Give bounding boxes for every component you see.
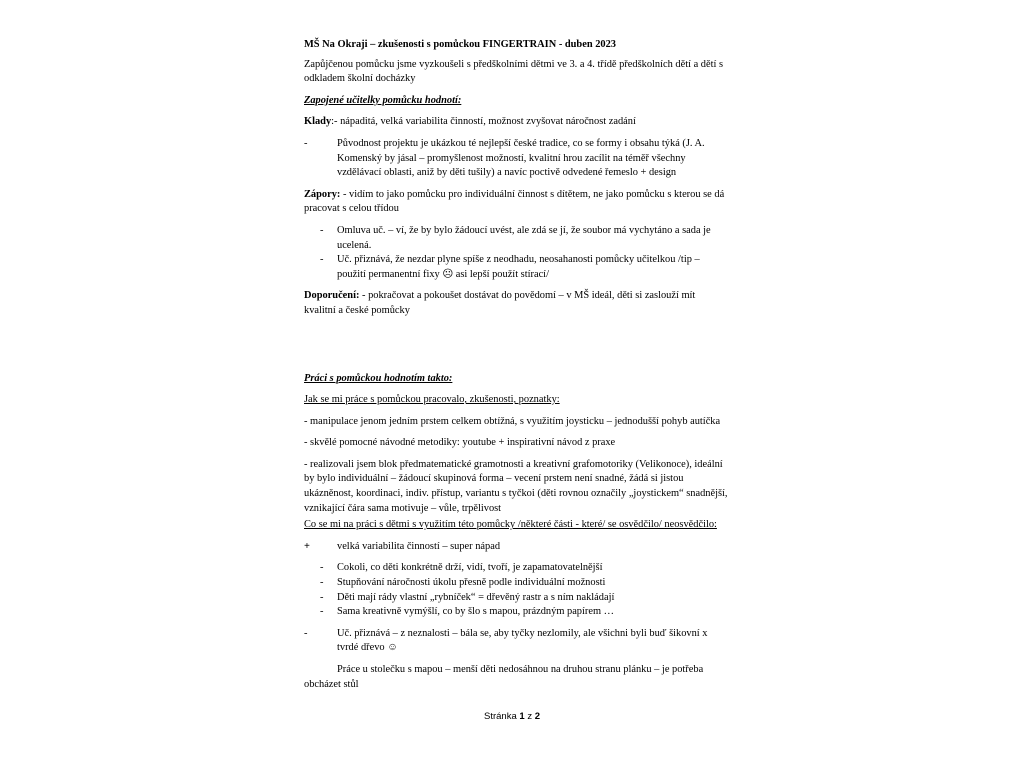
intro-paragraph: Zapůjčenou pomůcku jsme vyzkoušeli s předškolními dětmi ve 3. a 4. třídě předškolních dětí a dětí s odkladem školní docházky	[304, 58, 723, 85]
cons-label: Zápory:	[304, 188, 341, 200]
plus-marker: +	[304, 540, 310, 552]
work-paragraph-3: - realizovali jsem blok předmatematické gramotnosti a kreativní grafomotoriky (Velikonoce), ideální by bylo individuální – žádoucí skupinová forma – vecení prstem není snadné, žádá si jistou ukázněnost, koordinaci, indiv. přístup, variantu s tyčkoi (děti rovnou označily „joystickem“ snadnější, vznikající čára sama motivuje – vůle, trpělivost	[304, 458, 728, 514]
proven-list	[304, 561, 728, 619]
footer-total-pages: 2	[534, 711, 540, 722]
final-dash-text: Uč. přiznává – z neznalosti – bála se, aby tyčky nezlomily, ale všichni byli buď šikovní x tvrdé dřevo ☺	[337, 627, 708, 654]
list-item: - Cokoli, co děti konkrétně drží, vidí, tvoří, je zapamatovatelnější	[320, 562, 603, 574]
plus-item	[304, 540, 728, 555]
proven-heading: Co se mi na práci s dětmi s využitím této pomůcky /některé části - které/ se osvědčilo/ neosvědčilo:	[304, 519, 717, 531]
final-paragraph: Práce u stolečku s mapou – menší děti nedosáhnou na druhou stranu plánku – je potřeba obcházet stůl	[304, 664, 704, 690]
list-item: - Sama kreativně vymýšlí, co by šlo s mapou, prázdným papírem …	[320, 606, 615, 618]
pros-text: :- nápaditá, velká variabilita činností, možnost zvyšovat náročnost zadání	[331, 116, 636, 128]
recommendation-paragraph	[304, 289, 728, 318]
work-heading: Práci s pomůckou hodnotím takto:	[304, 372, 453, 384]
pros-dash-text: Původnost projektu je ukázkou té nejlepší české tradice, co se formy i obsahu týká (J. A. Komenský by jásal – promyšlenost možností, kvalitní hrou zacílit na téměř všechny vzdělávací oblasti, aniž by děti tušily) a navíc poctivě odvedené řemeslo + design	[337, 137, 705, 179]
list-item: - Děti mají rády vlastní „rybníček“ = dřevěný rastr a s ním nakládají	[320, 591, 615, 603]
pros-label: Klady	[304, 116, 332, 128]
work-subheading: Jak se mi práce s pomůckou pracovalo, zkušenosti, poznatky:	[304, 394, 560, 406]
pros-dash-item	[304, 137, 728, 181]
cons-text: - vidím to jako pomůcku pro individuální činnost s dítětem, ne jako pomůcku s kterou se dá pracovat s celou třídou	[304, 188, 725, 215]
work-paragraph-1: - manipulace jenom jedním prstem celkem obtížná, s využitím joysticku – jednodušší pohyb autíčka	[304, 415, 721, 427]
footer-current-page: 1	[519, 711, 525, 722]
final-dash-item	[304, 627, 728, 656]
page-footer	[0, 711, 1024, 722]
teachers-heading: Zapojené učitelky pomůcku hodnotí:	[304, 94, 462, 106]
list-item: - Uč. přiznává, že nezdar plyne spíše z neodhadu, neosahanosti pomůcky učitelkou /tip – použití permanentní fixy ☹ asi lepší použít stírací/	[320, 254, 700, 280]
footer-prefix: Stránka	[483, 711, 517, 722]
recommendation-text: - pokračovat a pokoušet dostávat do povědomí – v MŠ ideál, děti si zaslouží mít kvalitní a české pomůcky	[304, 290, 696, 316]
dash-marker: -	[304, 627, 308, 639]
list-item: - Stupňování náročnosti úkolu přesně podle individuální možnosti	[320, 577, 606, 589]
document-title: MŠ Na Okraji – zkušenosti s pomůckou FINGERTRAIN - duben 2023	[304, 39, 616, 50]
document-page	[304, 38, 728, 692]
pros-paragraph	[304, 115, 728, 130]
list-item: - Omluva uč. – ví, že by bylo žádoucí uvést, ale zdá se jí, že soubor má vychytáno a sada je ucelená.	[320, 224, 711, 251]
plus-text: velká variabilita činností – super nápad	[337, 540, 501, 552]
recommendation-label: Doporučení:	[304, 290, 360, 302]
cons-list	[304, 224, 728, 282]
footer-separator: z	[527, 711, 533, 722]
work-paragraph-2: - skvělé pomocné návodné metodiky: youtube + inspirativní návod z praxe	[304, 437, 616, 449]
cons-paragraph	[304, 188, 728, 217]
dash-marker: -	[304, 137, 308, 149]
